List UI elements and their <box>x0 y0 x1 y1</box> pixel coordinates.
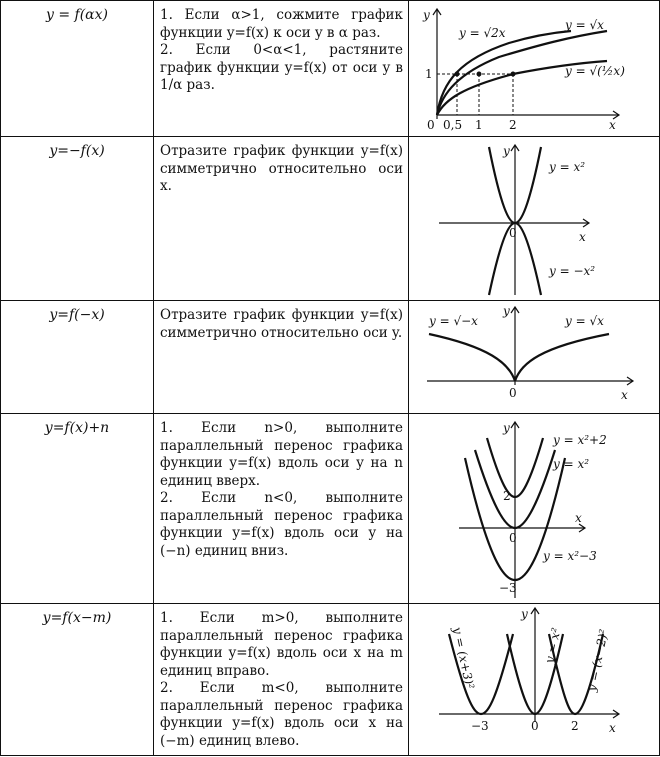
curve-label: y = √2x <box>459 26 506 40</box>
tick-label: 2 <box>509 118 517 132</box>
tick-label: −3 <box>471 719 489 733</box>
table-row <box>1 414 660 604</box>
x-axis-label: x <box>609 721 616 735</box>
curve-label: y = −x² <box>549 264 596 278</box>
description-line: 1. Если α>1, сожмите график функции y=f(x) к оси y в α раз. <box>160 7 403 41</box>
y-axis-label: y <box>423 8 430 22</box>
description-line: 2. Если 0<α<1, растяните график функции y=f(x) от оси y в 1/α раз. <box>160 42 403 93</box>
table-row <box>1 604 660 756</box>
table-row <box>1 1 660 137</box>
origin-label: 0 <box>531 719 539 733</box>
formula-cell: y = f(αx) <box>46 7 108 23</box>
curve-label: y = (x−2)² <box>584 627 612 693</box>
curve-label: y = √−x <box>429 314 478 328</box>
tick-label: 2 <box>571 719 579 733</box>
origin-label: 0 <box>509 531 517 545</box>
description-line: 2. Если m<0, выполните параллельный перенос графика функции y=f(x) вдоль оси x на (−m) единиц влево. <box>160 680 403 749</box>
y-axis-label: y <box>521 607 528 621</box>
curve-label: y = x²+2 <box>553 433 607 447</box>
curve-sqrt-x <box>515 334 609 381</box>
description-line: 1. Если m>0, выполните параллельный перенос графика функции y=f(x) вдоль оси x на m единиц вправо. <box>160 610 403 679</box>
guide-lines <box>437 74 513 115</box>
description-cell <box>154 137 408 196</box>
description-line: 1. Если n>0, выполните параллельный перенос графика функции y=f(x) вдоль оси y на n единиц вверх. <box>160 420 403 489</box>
curve-label: y = (x+3)² <box>450 625 477 691</box>
tick-label: 1 <box>475 118 483 132</box>
tick-label: 0,5 <box>443 118 463 132</box>
x-axis-label: x <box>609 118 616 132</box>
description-cell <box>154 301 408 342</box>
tick-label: −3 <box>499 581 517 595</box>
description-cell <box>154 414 408 560</box>
formula-cell: y=f(x−m) <box>42 610 112 626</box>
x-axis-label: x <box>579 230 586 244</box>
graph-reflect-y <box>409 301 659 412</box>
description-line: 2. Если n<0, выполните параллельный перенос графика функции y=f(x) вдоль оси y на (−n) единиц вниз. <box>160 490 403 559</box>
y-axis-label: y <box>503 144 510 158</box>
formula-cell: y=f(x)+n <box>44 420 110 436</box>
curve-label: y = x² <box>542 626 564 665</box>
table-row <box>1 137 660 301</box>
x-axis-label: x <box>575 511 582 525</box>
curve-label: y = √x <box>565 18 604 32</box>
point <box>511 72 516 77</box>
graph-sqrt-compression <box>409 1 659 135</box>
curve-label: y = x² <box>549 160 586 174</box>
curve-sqrt-neg-x <box>429 334 515 381</box>
point <box>477 72 482 77</box>
graph-horizontal-shift <box>409 604 659 754</box>
origin-label: 0 <box>509 386 517 400</box>
y-axis-label: y <box>503 421 510 435</box>
graph-vertical-shift <box>409 414 659 602</box>
curve-label: y = x²−3 <box>543 549 597 563</box>
tick-label: 1 <box>425 67 433 81</box>
tick-label: 2 <box>503 489 511 503</box>
origin-label: 0 <box>427 118 435 132</box>
curve-label: y = x² <box>553 457 590 471</box>
origin-label: 0 <box>509 226 517 240</box>
formula-cell: y=−f(x) <box>49 143 105 159</box>
y-axis-label: y <box>503 304 510 318</box>
table-row <box>1 301 660 414</box>
x-axis-label: x <box>621 388 628 402</box>
graph-reflect-x <box>409 137 659 299</box>
description-line: Отразите график функции y=f(x) симметрично относительно оси y. <box>160 307 403 341</box>
description-cell <box>154 604 408 750</box>
formula-cell: y=f(−x) <box>49 307 105 323</box>
description-line: Отразите график функции y=f(x) симметрично относительно оси x. <box>160 143 403 194</box>
curve-label: y = √(½x) <box>565 64 625 78</box>
point <box>455 72 460 77</box>
description-cell <box>154 1 408 95</box>
curve-label: y = √x <box>565 314 604 328</box>
